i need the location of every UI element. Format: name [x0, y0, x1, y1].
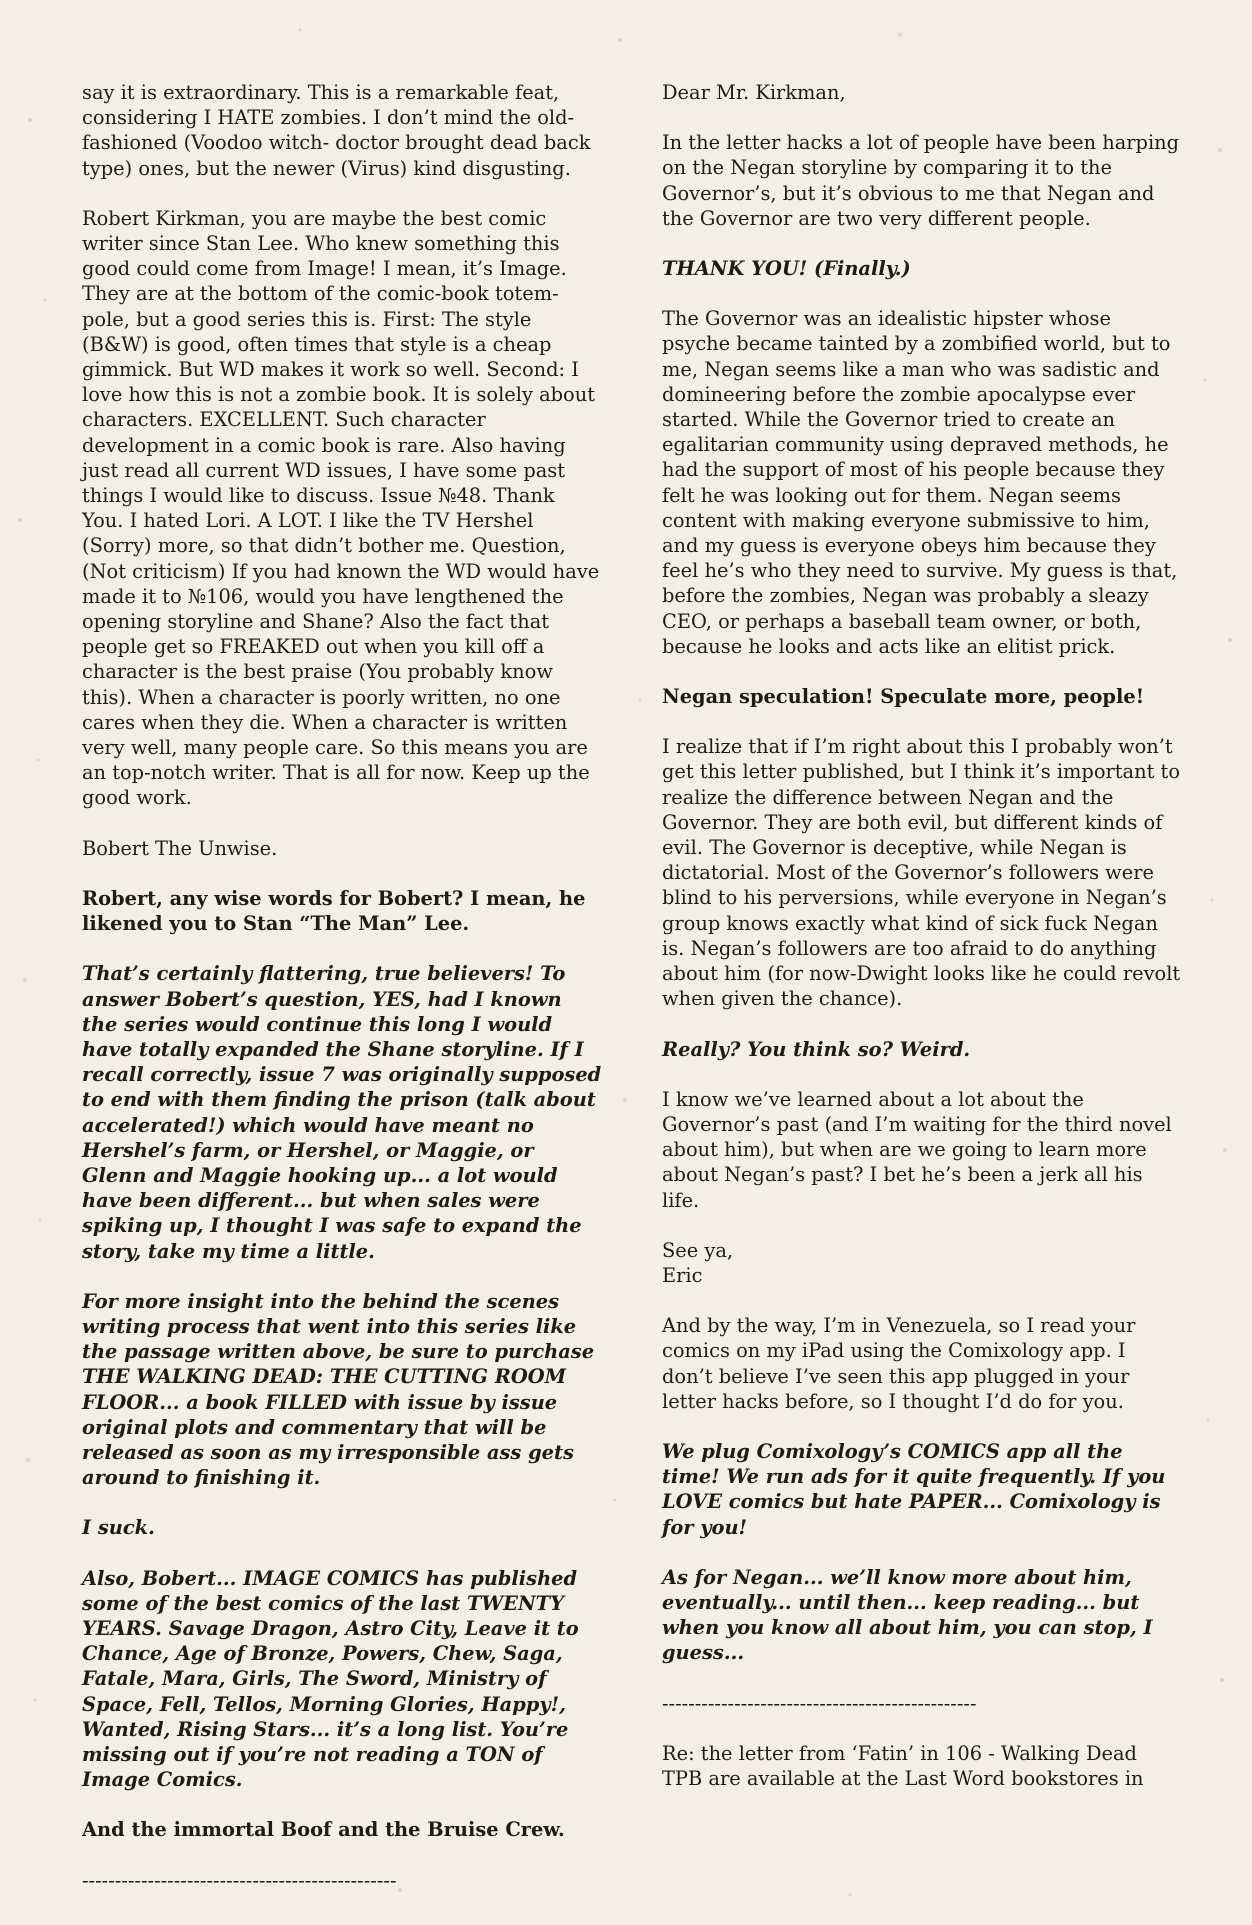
editor-reply: Also, Bobert... IMAGE COMICS has published some of the best comics of the last TWENTY YEARS. Savage Dragon, Astro City, Leave it to Chance, Age of Bronze, Powers, Chew, Saga, Fatale, Mara, Girls, The Sword, Ministry of Space, Fell, Tellos, Morning Glories, Happy!, Wanted, Rising Stars... it’s a long list. You’re missing out if you’re not reading a TON of Image Comics. [82, 1566, 579, 1792]
editor-question: Robert, any wise words for Bobert? I mean, he likened you to Stan “The Man” Lee. [82, 886, 586, 936]
letter-paragraph: I realize that if I’m right about this I probably won’t get this letter published, but I think it’s important to realize the difference between Negan and the Governor. They are both evil, but different kinds of evil. The Governor is deceptive, while Negan is dictatorial. Most of the Governor’s followers were blind to his perversions, while everyone in Negan’s group knows exactly what kind of sick fuck Negan is. Negan’s followers are too afraid to do anything about him (for now-Dwight looks like he could revolt when given the chance). [662, 735, 1181, 1011]
letter-paragraph: Robert Kirkman, you are maybe the best comic writer since Stan Lee. Who knew something this good could come from Image! I mean, it’s Image. They are at the bottom of the comic-book totem-pole, but a good series this is. First: The style (B&W) is good, often times that style is a cheap gimmick. But WD makes it work so well. Second: I love how this is not a zombie book. It is solely about characters. EXCELLENT. Such character development in a comic book is rare. Also having just read all current WD issues, I have some past things I would like to discuss. Issue №48. Thank You. I hated Lori. A LOT. I like the TV Hershel (Sorry) more, so that didn’t bother me. Question, (Not criticism) If you had known the WD would have made it to №106, would you have lengthened the opening storyline and Shane? Also the fact that people get so FREAKED out when you kill off a character is the best praise (You probably know this). When a character is poorly written, no one cares when they die. When a character is written very well, many people care. So this means you are an top-notch writer. That is all for now. Keep up the good work. [82, 206, 600, 810]
editor-reply: As for Negan... we’ll know more about him, eventually... until then... keep reading... but when you know all about him, you can stop, I guess... [662, 1565, 1153, 1665]
letter-signature: Eric [662, 1263, 703, 1287]
editor-reply: For more insight into the behind the scenes writing process that went into this series like the passage written above, be sure to purchase THE WALKING DEAD: THE CUTTING ROOM FLOOR... a book FILLED with issue by issue original plots and commentary that will be released as soon as my irresponsible ass gets around to finishing it. [82, 1289, 595, 1490]
letter-paragraph: And by the way, I’m in Venezuela, so I read your comics on my iPad using the Comixology app. I don’t believe I’ve seen this app plugged in your letter hacks before, so I thought I’d do for you. [662, 1314, 1136, 1413]
editor-comment: Negan speculation! Speculate more, people! [662, 685, 1145, 709]
letter-paragraph: The Governor was an idealistic hipster whose psyche became tainted by a zombified world, but to me, Negan seems like a man who was sadistic and domineering before the zombie apocalypse ever started. While the Governor tried to create an egalitarian community using depraved methods, he had the support of most of his people because they felt he was looking out for them. Negan seems content with making everyone submissive to him, and my guess is everyone obeys him because they feel he’s who they need to survive. My guess is that, before the zombies, Negan was probably a sleazy CEO, or perhaps a baseball team owner, or both, because he looks and acts like an elitist prick. [662, 307, 1178, 658]
editor-reply: Really? You think so? Weird. [662, 1037, 971, 1061]
left-column [82, 80, 602, 1892]
letter-salutation: Dear Mr. Kirkman, [662, 81, 846, 104]
letter-paragraph: I know we’ve learned about a lot about the Governor’s past (and I’m waiting for the third novel about him), but when are we going to learn more about Negan’s past? I bet he’s been a jerk all his life. [662, 1087, 1172, 1212]
letter-paragraph: Re: the letter from ‘Fatin’ in 106 - Walking Dead TPB are available at the Last Word bookstores in [662, 1741, 1144, 1790]
editor-closing: And the immortal Boof and the Bruise Crew. [82, 1818, 565, 1842]
letters-page [82, 80, 1182, 1892]
editor-reply: I suck. [82, 1516, 155, 1540]
letter-signoff: Bobert The Unwise. [82, 836, 278, 860]
letter-signoff: See ya, [662, 1238, 734, 1262]
letter-paragraph: In the letter hacks a lot of people have been harping on the Negan storyline by comparing it to the Governor’s, but it’s obvious to me that Negan and the Governor are two very different people. [662, 131, 1180, 230]
divider-rule: ------------------------------------------------ [662, 1691, 977, 1715]
right-column [662, 80, 1182, 1870]
editor-reply: We plug Comixology’s COMICS app all the time! We run ads for it quite frequently. If you LOVE comics but hate PAPER... Comixology is for you! [662, 1439, 1166, 1539]
letter-paragraph: say it is extraordinary. This is a remarkable feat, considering I HATE zombies. I don’t mind the old-fashioned (Voodoo witch- doctor brought dead back type) ones, but the newer (Virus) kind disgusting. [82, 81, 591, 180]
editor-reply: THANK YOU! (Finally.) [662, 257, 911, 281]
divider-rule: ------------------------------------------------ [82, 1868, 397, 1892]
editor-reply: That’s certainly flattering, true believers! To answer Bobert’s question, YES, had I known the series would continue this long I would have totally expanded the Shane storyline. If I recall correctly, issue 7 was originally supposed to end with them finding the prison (talk about accelerated!) which would have meant no Hershel’s farm, or Hershel, or Maggie, or Glenn and Maggie hooking up... a lot would have been different... but when sales were spiking up, I thought I was safe to expand the story, take my time a little. [82, 962, 602, 1263]
